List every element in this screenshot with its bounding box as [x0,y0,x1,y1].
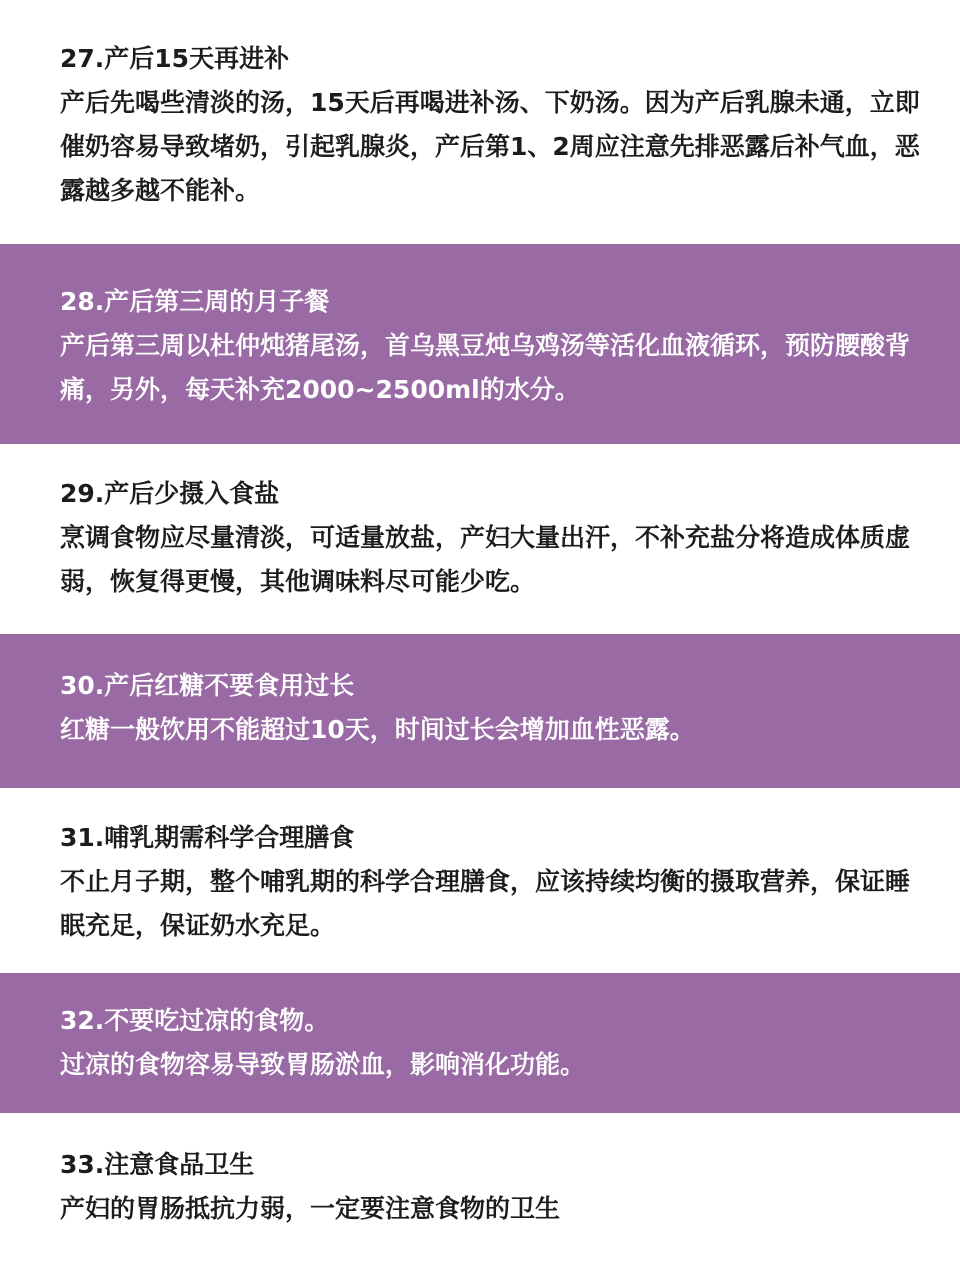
tip-title: 28.产后第三周的月子餐 [60,287,330,316]
tip-title: 27.产后15天再进补 [60,44,290,73]
tip-body: 不止月子期，整个哺乳期的科学合理膳食，应该持续均衡的摄取营养，保证睡眠充足，保证奶水充足。 [60,867,911,940]
tip-section-28 [0,244,960,444]
tip-section-27 [0,0,960,244]
tip-title: 31.哺乳期需科学合理膳食 [60,823,355,852]
tip-body: 烹调食物应尽量清淡，可适量放盐，产妇大量出汗，不补充盐分将造成体质虚弱，恢复得更慢，其他调味料尽可能少吃。 [60,523,911,596]
tip-body: 红糖一般饮用不能超过10天，时间过长会增加血性恶露。 [60,715,695,744]
tip-title: 33.注意食品卫生 [60,1150,255,1179]
tip-section-32 [0,973,960,1113]
tip-section-30 [0,634,960,788]
tip-title: 29.产后少摄入食盐 [60,479,280,508]
tip-title: 32.不要吃过凉的食物。 [60,1006,330,1035]
tip-body: 产后第三周以杜仲炖猪尾汤，首乌黑豆炖乌鸡汤等活化血液循环，预防腰酸背痛，另外，每天补充2000~2500ml的水分。 [60,331,911,404]
tip-section-33 [0,1113,960,1280]
tip-section-31 [0,788,960,973]
tip-section-29 [0,444,960,634]
tip-body: 产后先喝些清淡的汤，15天后再喝进补汤、下奶汤。因为产后乳腺未通，立即催奶容易导致堵奶，引起乳腺炎，产后第1、2周应注意先排恶露后补气血，恶露越多越不能补。 [60,88,920,205]
tip-body: 过凉的食物容易导致胃肠淤血，影响消化功能。 [60,1050,586,1079]
tip-body: 产妇的胃肠抵抗力弱，一定要注意食物的卫生 [60,1194,561,1223]
tip-title: 30.产后红糖不要食用过长 [60,671,355,700]
